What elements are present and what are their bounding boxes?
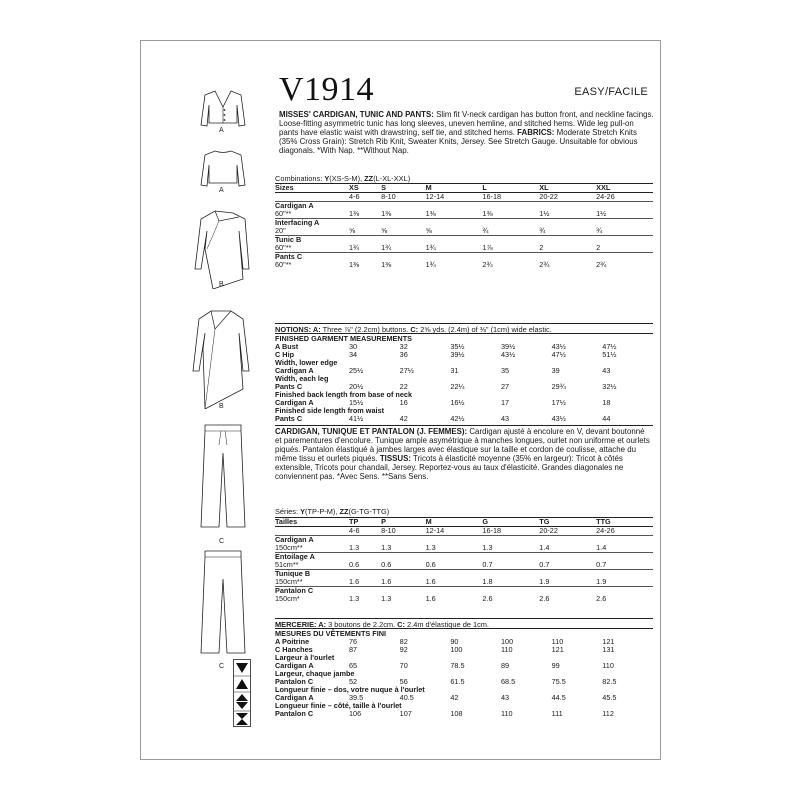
description-body: Slim fit V-neck cardigan has button front, and neckline facings. Loose-fitting asymmetric tunic has long sleeves, uneven hemline, and stitched hems. Wide leg pull-on pants have elastic waist with drawstring, self tie, and stitched hems. bbox=[279, 110, 654, 138]
measurement-value: 70 bbox=[399, 661, 408, 670]
measurement-subheading: Largeur, chaque jambe bbox=[275, 669, 355, 678]
yardage-value: 1.3 bbox=[349, 594, 360, 603]
measurement-subheading: Longueur finie – côté, taille à l'ourlet bbox=[275, 701, 402, 710]
yardage-value: 0.7 bbox=[539, 560, 550, 569]
view-label: Interfacing A bbox=[275, 219, 349, 228]
yardage-value: 0.7 bbox=[596, 560, 607, 569]
measurement-value: 52 bbox=[349, 677, 358, 686]
yardage-value: 1⅜ bbox=[381, 260, 392, 269]
measurement-value: 121 bbox=[602, 637, 615, 646]
measurement-value: 29¾ bbox=[551, 382, 566, 391]
measurement-value: 43½ bbox=[551, 414, 566, 423]
combo-code: Y bbox=[300, 507, 306, 516]
measurement-label: Pantalon C bbox=[275, 677, 314, 686]
size-cell: S bbox=[381, 184, 425, 193]
combo-code: ZZ bbox=[339, 507, 349, 516]
measurement-label: A Poitrine bbox=[275, 637, 310, 646]
measurement-value: 40.5 bbox=[399, 693, 414, 702]
measurement-value: 30 bbox=[349, 342, 358, 351]
size-number: 16-18 bbox=[482, 192, 502, 201]
measurement-row bbox=[275, 415, 653, 423]
measurement-label: C Hanches bbox=[275, 645, 313, 654]
size-cell: M bbox=[426, 184, 483, 193]
size-cell: XL bbox=[539, 184, 596, 193]
yardage-value: 1.4 bbox=[596, 543, 607, 552]
measurement-label: Pantalon C bbox=[275, 709, 314, 718]
notions-text: 2⅝ yds. (2.4m) of ⅜" (1cm) wide elastic. bbox=[420, 325, 552, 334]
size-number: 20-22 bbox=[539, 526, 558, 535]
yardage-value: ⅝ bbox=[349, 226, 356, 235]
size-number: 20-22 bbox=[539, 192, 558, 201]
yardage-value: 0.6 bbox=[349, 560, 360, 569]
yardage-value: 1¾ bbox=[425, 260, 436, 269]
size-cell: P bbox=[381, 518, 425, 527]
size-cell: M bbox=[426, 518, 483, 527]
combinations-label: Séries: bbox=[275, 507, 299, 516]
yardage-value: 1.6 bbox=[425, 594, 436, 603]
measurement-value: 112 bbox=[602, 709, 614, 718]
measurement-value: 110 bbox=[500, 709, 513, 718]
view-label: A bbox=[219, 127, 224, 134]
yardage-value: ¾ bbox=[482, 226, 489, 235]
fabric-width: 60"** bbox=[275, 243, 292, 252]
yardage-values-row bbox=[275, 595, 653, 603]
size-cell: G bbox=[482, 518, 539, 527]
cardigan-front-drawing bbox=[197, 89, 249, 131]
measurement-value: 22¼ bbox=[450, 382, 465, 391]
view-label: Pants C bbox=[275, 253, 349, 262]
view-label: Pantalon C bbox=[275, 587, 349, 596]
measurements-table bbox=[275, 638, 653, 718]
yardage-value: 1.4 bbox=[539, 543, 550, 552]
view-label: Entoilage A bbox=[275, 553, 349, 562]
measurement-label: A Bust bbox=[275, 342, 299, 351]
yardage-values-row bbox=[275, 561, 653, 570]
yardage-value: 1½ bbox=[539, 209, 550, 218]
notions-text: Three ⅞" (2.2cm) buttons. bbox=[322, 325, 409, 334]
yardage-values-row bbox=[275, 544, 653, 553]
notions-text: 3 boutons de 2.2cm. bbox=[328, 620, 396, 629]
size-number: 16-18 bbox=[482, 526, 502, 535]
measurement-subheading: Longueur finie – dos, votre nuque à l'ourlet bbox=[275, 685, 425, 694]
yardage-value: 1¾ bbox=[349, 243, 360, 252]
measurement-value: 100 bbox=[450, 645, 463, 654]
fabric-width: 150cm** bbox=[275, 543, 303, 552]
finished-measurements-french bbox=[275, 628, 653, 718]
fabric-width: 51cm** bbox=[275, 560, 299, 569]
notions-text: 2.4m d'élastique de 1cm. bbox=[407, 620, 489, 629]
difficulty-label: EASY/FACILE bbox=[574, 86, 648, 98]
measurement-value: 41½ bbox=[349, 414, 364, 423]
measurement-value: 76 bbox=[349, 637, 358, 646]
measurement-value: 20½ bbox=[349, 382, 364, 391]
combo-code: ZZ bbox=[364, 174, 374, 183]
measurement-value: 78.5 bbox=[450, 661, 465, 670]
combo-sizes: (XS-S-M), bbox=[329, 174, 363, 183]
measurements-title: MESURES DU VÊTEMENTS FINI bbox=[275, 628, 653, 638]
yardage-values-row bbox=[275, 261, 653, 269]
combo-sizes: (G-TG-TTG) bbox=[348, 507, 390, 516]
size-number: 4-6 bbox=[349, 192, 360, 201]
measurement-label: Pants C bbox=[275, 414, 303, 423]
measurement-value: 39½ bbox=[450, 350, 465, 359]
fabrics-text: Tricots à élasticité moyenne (35% en largeur): Tricot à côtés extensible, Tricots pour chandail, Jersey. Reportez-vous au taux d'élasticité. Grandes diagonales ne conviennent pas. *Avec Sens. **Sans Sens. bbox=[275, 454, 624, 482]
size-cell: XXL bbox=[596, 184, 653, 193]
yardage-value: 1.3 bbox=[381, 543, 392, 552]
yardage-value: 2 bbox=[596, 243, 601, 252]
measurement-value: 89 bbox=[500, 661, 510, 670]
description-body: Cardigan ajusté à encolure en V, devant boutonné et parementures d'encolure. Tunique ample asymétrique à manches longues, ourlet non uniforme et ourlets piqués. Pantalon élastiqué à jambes larges avec élastique sur la taille et cordon de coulisse, attache du même tissu et ourlets piqués. bbox=[275, 427, 650, 464]
measurement-label: Cardigan A bbox=[275, 398, 314, 407]
yardage-value: 1⅞ bbox=[482, 243, 493, 252]
measurement-value: 108 bbox=[450, 709, 463, 718]
measurement-subheading: Finished side length from waist bbox=[275, 406, 385, 415]
notions-label: C: bbox=[397, 620, 405, 629]
size-cell: XS bbox=[349, 184, 381, 193]
measurement-value: 51½ bbox=[602, 350, 617, 359]
measurement-value: 42 bbox=[450, 693, 459, 702]
yardage-value: 1¾ bbox=[381, 243, 392, 252]
notions-label: MERCERIE: A: bbox=[275, 620, 327, 629]
yardage-value: 2 bbox=[539, 243, 544, 252]
fabric-width: 60"** bbox=[275, 260, 292, 269]
measurement-value: 87 bbox=[349, 645, 358, 654]
sizes-label: Tailles bbox=[275, 518, 349, 527]
yardage-values-row bbox=[275, 244, 653, 253]
measurement-value: 75.5 bbox=[551, 677, 566, 686]
yardage-value: 2.6 bbox=[596, 594, 607, 603]
tunic-front-drawing bbox=[193, 209, 253, 289]
measurement-value: 17 bbox=[500, 398, 510, 407]
yardage-value: 2¾ bbox=[482, 260, 493, 269]
yardage-value: 2¾ bbox=[596, 260, 607, 269]
notions-label: C: bbox=[410, 325, 419, 334]
measurement-label: Cardigan A bbox=[275, 693, 314, 702]
measurement-value: 47½ bbox=[551, 350, 566, 359]
measurement-value: 45.5 bbox=[602, 693, 617, 702]
view-label: C bbox=[219, 663, 225, 670]
description-french bbox=[275, 425, 653, 482]
view-label: Cardigan A bbox=[275, 536, 349, 545]
measurement-value: 110 bbox=[602, 661, 614, 670]
size-number: 24-26 bbox=[596, 526, 615, 535]
fabrics-label: TISSUS: bbox=[379, 454, 411, 464]
description-english bbox=[279, 110, 654, 155]
pattern-envelope-back bbox=[140, 40, 661, 760]
yardage-value: 0.6 bbox=[381, 560, 392, 569]
view-label: Tunic B bbox=[275, 236, 349, 245]
measurement-value: 65 bbox=[349, 661, 358, 670]
size-number: 12-14 bbox=[425, 192, 445, 201]
yardage-value: ¾ bbox=[596, 226, 603, 235]
fabrics-label: FABRICS: bbox=[517, 128, 555, 138]
measurement-value: 27 bbox=[500, 382, 510, 391]
tunic-back-drawing bbox=[191, 309, 253, 409]
yardage-value: 1.6 bbox=[425, 577, 436, 586]
fabric-width: 150cm** bbox=[275, 577, 303, 586]
combinations-french bbox=[275, 507, 389, 516]
yardage-values-row bbox=[275, 210, 653, 219]
measurement-value: 43 bbox=[500, 693, 510, 702]
measurement-value: 56 bbox=[399, 677, 408, 686]
fabric-width: 20" bbox=[275, 226, 286, 235]
yardage-value: 0.6 bbox=[425, 560, 436, 569]
yardage-value: 1⅜ bbox=[349, 209, 360, 218]
yardage-value: 1.3 bbox=[482, 543, 493, 552]
measurement-value: 106 bbox=[349, 709, 362, 718]
measurement-value: 25½ bbox=[349, 366, 364, 375]
measurement-value: 111 bbox=[551, 709, 563, 718]
measurement-value: 131 bbox=[602, 645, 615, 654]
pattern-number: V1914 bbox=[279, 71, 375, 108]
measurement-value: 82 bbox=[399, 637, 408, 646]
measurement-value: 39.5 bbox=[349, 693, 364, 702]
fabrics-text: Moderate Stretch Knits (35% Cross Grain): Stretch Rib Knit, Sweater Knits, Jersey. See Stretch Gauge. Unsuitable for obvious diagonals. *With Nap. **Without Nap. bbox=[279, 128, 638, 156]
size-number: 12-14 bbox=[425, 526, 445, 535]
measurement-value: 43½ bbox=[500, 350, 516, 359]
size-number: 8-10 bbox=[381, 192, 396, 201]
yardage-value: ⅝ bbox=[425, 226, 432, 235]
measurement-value: 32½ bbox=[602, 382, 617, 391]
nap-symbols-legend bbox=[233, 659, 251, 727]
yardage-value: ⅝ bbox=[381, 226, 388, 235]
combo-sizes: (L-XL-XXL) bbox=[373, 174, 411, 183]
yardage-value: 1.3 bbox=[381, 594, 392, 603]
yardage-value: ¾ bbox=[539, 226, 546, 235]
view-label: C bbox=[219, 538, 225, 545]
size-cell: L bbox=[482, 184, 539, 193]
view-label: A bbox=[219, 187, 224, 194]
measurements-title: FINISHED GARMENT MEASUREMENTS bbox=[275, 333, 653, 343]
yardage-value: 1.6 bbox=[349, 577, 360, 586]
measurement-label: C Hip bbox=[275, 350, 295, 359]
yardage-value: 2.6 bbox=[482, 594, 493, 603]
yardage-value: 1⅜ bbox=[425, 209, 436, 218]
description-title: MISSES' CARDIGAN, TUNIC AND PANTS: bbox=[279, 110, 434, 119]
measurement-value: 32 bbox=[399, 342, 408, 351]
size-cell: TG bbox=[539, 518, 596, 527]
yardage-value: 1.9 bbox=[596, 577, 607, 586]
measurement-value: 44 bbox=[602, 414, 611, 423]
measurement-value: 44.5 bbox=[551, 693, 566, 702]
measurement-value: 99 bbox=[551, 661, 560, 670]
measurement-value: 15½ bbox=[349, 398, 364, 407]
measurement-value: 35 bbox=[500, 366, 510, 375]
view-label: Tunique B bbox=[275, 570, 349, 579]
measurement-row bbox=[275, 638, 653, 646]
measurement-value: 82.5 bbox=[602, 677, 617, 686]
sizes-label: Sizes bbox=[275, 184, 349, 193]
view-label: Cardigan A bbox=[275, 202, 349, 211]
pants-front-drawing bbox=[199, 423, 247, 529]
measurement-value: 22 bbox=[399, 382, 408, 391]
yardage-rows bbox=[275, 536, 653, 604]
view-label: B bbox=[219, 403, 224, 410]
combinations-english bbox=[275, 174, 410, 183]
yardage-values-row bbox=[275, 578, 653, 587]
measurement-label: Pants C bbox=[275, 382, 303, 391]
technical-drawings bbox=[141, 41, 269, 761]
measurement-value: 16 bbox=[399, 398, 408, 407]
measurement-subheading: Width, lower edge bbox=[275, 358, 338, 367]
notions-label: NOTIONS: A: bbox=[275, 325, 321, 334]
finished-measurements-english bbox=[275, 333, 653, 423]
fabric-width: 60"** bbox=[275, 209, 292, 218]
yardage-value: 1.6 bbox=[381, 577, 392, 586]
measurement-value: 31 bbox=[450, 366, 459, 375]
yardage-rows bbox=[275, 202, 653, 270]
view-label: B bbox=[219, 281, 224, 288]
measurement-value: 43½ bbox=[551, 342, 566, 351]
yardage-values-row bbox=[275, 227, 653, 236]
measurement-label: Cardigan A bbox=[275, 661, 314, 670]
measurement-subheading: Width, each leg bbox=[275, 374, 329, 383]
combo-sizes: (TP-P-M), bbox=[305, 507, 338, 516]
measurement-value: 61.5 bbox=[450, 677, 465, 686]
measurement-value: 42½ bbox=[450, 414, 465, 423]
combinations-label: Combinations: bbox=[275, 174, 323, 183]
yardage-table-french bbox=[275, 517, 653, 603]
measurements-table bbox=[275, 343, 653, 423]
yardage-table-english bbox=[275, 183, 653, 269]
cardigan-back-drawing bbox=[197, 149, 249, 191]
combo-code: Y bbox=[324, 174, 330, 183]
pants-back-drawing bbox=[199, 549, 247, 655]
yardage-value: 1¾ bbox=[425, 243, 436, 252]
measurement-value: 39½ bbox=[500, 342, 516, 351]
measurement-value: 92 bbox=[399, 645, 408, 654]
measurement-value: 43 bbox=[602, 366, 611, 375]
size-cell: TTG bbox=[596, 518, 653, 527]
measurement-value: 27½ bbox=[399, 366, 414, 375]
measurement-value: 17½ bbox=[551, 398, 566, 407]
measurement-row bbox=[275, 367, 653, 375]
fabric-width: 150cm* bbox=[275, 594, 300, 603]
measurement-value: 43 bbox=[500, 414, 510, 423]
measurement-value: 68.5 bbox=[500, 677, 516, 686]
measurement-value: 110 bbox=[500, 645, 513, 654]
measurement-row bbox=[275, 710, 653, 718]
measurement-subheading: Largeur à l'ourlet bbox=[275, 653, 335, 662]
measurement-value: 100 bbox=[500, 637, 514, 646]
yardage-value: 2.6 bbox=[539, 594, 550, 603]
measurement-value: 90 bbox=[450, 637, 459, 646]
size-number: 4-6 bbox=[349, 526, 360, 535]
yardage-value: 1½ bbox=[596, 209, 607, 218]
size-cell: TP bbox=[349, 518, 381, 527]
yardage-value: 1.3 bbox=[349, 543, 360, 552]
measurement-value: 107 bbox=[399, 709, 412, 718]
yardage-value: 1⅜ bbox=[482, 209, 493, 218]
size-number: 24-26 bbox=[596, 192, 615, 201]
yardage-value: 1.9 bbox=[539, 577, 550, 586]
description-title: CARDIGAN, TUNIQUE ET PANTALON (J. FEMMES): bbox=[275, 427, 468, 436]
yardage-value: 1⅜ bbox=[381, 209, 392, 218]
measurement-value: 47½ bbox=[602, 342, 617, 351]
measurement-value: 36 bbox=[399, 350, 408, 359]
size-number: 8-10 bbox=[381, 526, 396, 535]
yardage-value: 1.3 bbox=[425, 543, 436, 552]
measurement-value: 16½ bbox=[450, 398, 465, 407]
measurement-value: 110 bbox=[551, 637, 564, 646]
yardage-value: 1.8 bbox=[482, 577, 493, 586]
measurement-value: 121 bbox=[551, 645, 564, 654]
yardage-value: 2¾ bbox=[539, 260, 550, 269]
measurement-label: Cardigan A bbox=[275, 366, 314, 375]
measurement-value: 42 bbox=[399, 414, 408, 423]
measurement-value: 34 bbox=[349, 350, 358, 359]
measurement-value: 18 bbox=[602, 398, 611, 407]
measurement-subheading: Finished back length from base of neck bbox=[275, 390, 413, 399]
yardage-value: 1⅜ bbox=[349, 260, 360, 269]
yardage-value: 0.7 bbox=[482, 560, 493, 569]
measurement-value: 35½ bbox=[450, 342, 465, 351]
measurement-value: 39 bbox=[551, 366, 560, 375]
